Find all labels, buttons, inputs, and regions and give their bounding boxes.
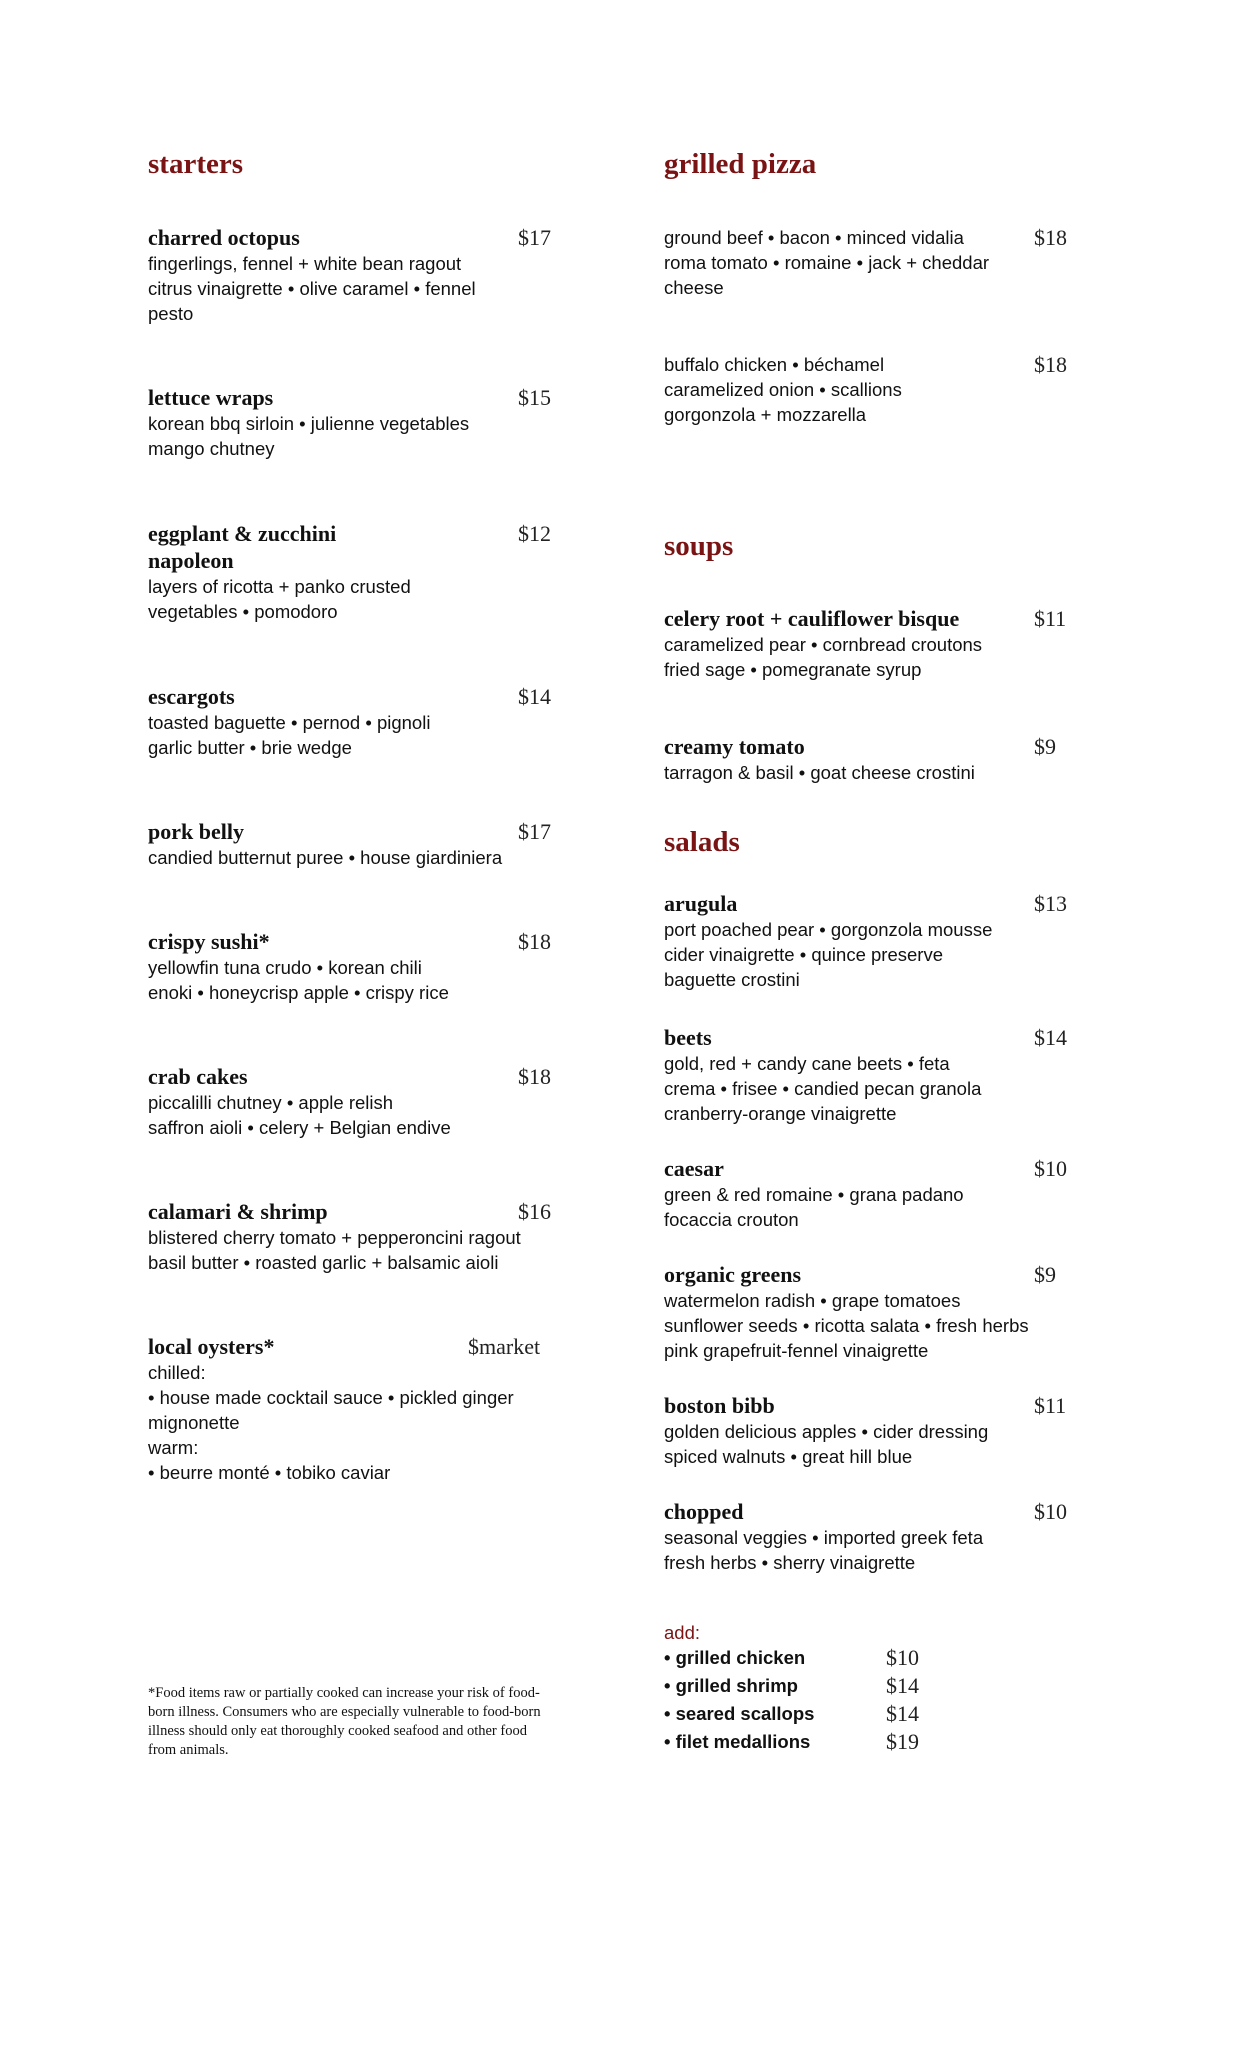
desc-line: blistered cherry tomato + pepperoncini ragout (148, 1227, 521, 1248)
desc-line: • beurre monté • tobiko caviar (148, 1462, 391, 1483)
add-ons-label: add: (664, 1622, 701, 1643)
add-on-price: $19 (886, 1729, 919, 1754)
item-name: pork belly (148, 819, 244, 844)
menu-item-lettuce-wraps (148, 384, 578, 461)
item-description (148, 251, 578, 326)
desc-line: piccalilli chutney • apple relish (148, 1092, 394, 1113)
desc-line: crema • frisee • candied pecan granola (664, 1078, 982, 1099)
item-description (664, 224, 1084, 300)
item-name: boston bibb (664, 1393, 775, 1418)
menu-item-pork-belly (148, 818, 578, 870)
menu-item-local-oysters (148, 1333, 578, 1485)
menu-item-charred-octopus (148, 224, 578, 326)
item-price: $14 (518, 684, 551, 709)
desc-line: basil butter • roasted garlic + balsamic aioli (148, 1252, 499, 1273)
item-price: $18 (518, 1064, 551, 1089)
item-description (664, 1419, 1084, 1469)
menu-item-calamari-shrimp (148, 1198, 578, 1275)
add-on-name: • grilled shrimp (664, 1675, 798, 1696)
starters-heading: starters (148, 148, 244, 180)
desc-line: saffron aioli • celery + Belgian endive (148, 1117, 451, 1138)
desc-line: gorgonzola + mozzarella (664, 404, 867, 425)
item-name: eggplant & zucchini napoleon (148, 521, 337, 573)
menu-item-crab-cakes (148, 1063, 578, 1140)
item-description (664, 1051, 1084, 1126)
item-description (148, 1225, 578, 1275)
item-price: $11 (1034, 606, 1067, 631)
add-on-filet-medallions (664, 1728, 964, 1756)
desc-line: cranberry-orange vinaigrette (664, 1103, 897, 1124)
item-description (664, 760, 1084, 785)
salads-heading: salads (664, 826, 740, 858)
item-description (664, 351, 1084, 427)
item-description (664, 1182, 1084, 1232)
item-price: $18 (518, 929, 551, 954)
desc-line: layers of ricotta + panko crusted (148, 576, 411, 597)
menu-item-arugula (664, 890, 1084, 992)
item-name: escargots (148, 684, 235, 709)
item-price: $15 (518, 385, 551, 410)
add-on-name: • seared scallops (664, 1703, 815, 1724)
menu-item-eggplant-zucchini-napoleon (148, 520, 578, 624)
item-description (148, 1090, 578, 1140)
desc-line: fried sage • pomegranate syrup (664, 659, 922, 680)
item-name: lettuce wraps (148, 385, 274, 410)
item-description (148, 574, 578, 624)
desc-line: caramelized pear • cornbread croutons (664, 634, 983, 655)
item-price: $10 (1034, 1499, 1067, 1524)
menu-item-boston-bibb (664, 1392, 1084, 1469)
item-description (148, 955, 578, 1005)
item-name: chopped (664, 1499, 744, 1524)
item-name: crispy sushi* (148, 929, 270, 954)
desc-line: ground beef • bacon • minced vidalia (664, 227, 964, 248)
desc-line: cheese (664, 277, 724, 298)
menu-item-caesar (664, 1155, 1084, 1232)
item-price: $18 (1034, 225, 1067, 250)
menu-item-escargots (148, 683, 578, 760)
add-on-seared-scallops (664, 1700, 964, 1728)
desc-line: garlic butter • brie wedge (148, 737, 352, 758)
desc-line: tarragon & basil • goat cheese crostini (664, 762, 975, 783)
add-on-name: • filet medallions (664, 1731, 811, 1752)
soups-heading: soups (664, 530, 734, 562)
item-name: local oysters* (148, 1334, 275, 1359)
item-description (148, 710, 578, 760)
desc-line: green & red romaine • grana padano (664, 1184, 964, 1205)
item-price: $16 (518, 1199, 551, 1224)
desc-line: fingerlings, fennel + white bean ragout (148, 253, 462, 274)
desc-line: focaccia crouton (664, 1209, 799, 1230)
desc-line: candied butternut puree • house giardiniera (148, 847, 503, 868)
item-description (664, 1525, 1084, 1575)
desc-line: spiced walnuts • great hill blue (664, 1446, 913, 1467)
item-price: $market (468, 1334, 541, 1359)
add-on-grilled-chicken (664, 1644, 964, 1672)
item-description (664, 917, 1084, 992)
menu-item-organic-greens (664, 1261, 1084, 1363)
desc-line: pesto (148, 303, 194, 324)
item-name: charred octopus (148, 225, 300, 250)
desc-line: watermelon radish • grape tomatoes (664, 1290, 961, 1311)
item-description (148, 1360, 578, 1485)
desc-line: citrus vinaigrette • olive caramel • fennel (148, 278, 476, 299)
desc-line: mignonette (148, 1412, 240, 1433)
item-price: $10 (1034, 1156, 1067, 1181)
item-description (664, 632, 1084, 682)
desc-line: chilled: (148, 1362, 206, 1383)
desc-line: baguette crostini (664, 969, 800, 990)
add-on-price: $14 (886, 1673, 919, 1698)
desc-line: seasonal veggies • imported greek feta (664, 1527, 984, 1548)
add-on-price: $14 (886, 1701, 919, 1726)
menu-item-pizza-buffalo-chicken (664, 351, 1084, 427)
item-name: caesar (664, 1156, 724, 1181)
item-name: crab cakes (148, 1064, 248, 1089)
desc-line: sunflower seeds • ricotta salata • fresh herbs (664, 1315, 1029, 1336)
item-price: $13 (1034, 891, 1067, 916)
desc-line: pink grapefruit-fennel vinaigrette (664, 1340, 929, 1361)
desc-line: buffalo chicken • béchamel (664, 354, 885, 375)
menu-item-creamy-tomato (664, 733, 1084, 785)
item-price: $11 (1034, 1393, 1067, 1418)
grilled-pizza-heading: grilled pizza (664, 148, 817, 180)
desc-line: port poached pear • gorgonzola mousse (664, 919, 993, 940)
item-price: $12 (518, 521, 551, 546)
desc-line: roma tomato • romaine • jack + cheddar (664, 252, 990, 273)
item-description (664, 1288, 1084, 1363)
desc-line: toasted baguette • pernod • pignoli (148, 712, 431, 733)
desc-line: mango chutney (148, 438, 275, 459)
desc-line: golden delicious apples • cider dressing (664, 1421, 989, 1442)
desc-line: cider vinaigrette • quince preserve (664, 944, 943, 965)
menu-item-chopped (664, 1498, 1084, 1575)
desc-line: gold, red + candy cane beets • feta (664, 1053, 950, 1074)
item-price: $18 (1034, 352, 1067, 377)
item-name: celery root + cauliflower bisque (664, 606, 960, 631)
desc-line: fresh herbs • sherry vinaigrette (664, 1552, 916, 1573)
menu-item-celery-root-bisque (664, 605, 1084, 682)
item-price: $9 (1034, 734, 1056, 759)
food-safety-footnote: *Food items raw or partially cooked can increase your risk of food-born illness. Consumers who are especially vulnerable to food-born illness should only eat thoroughly cooked seafood and other food from animals. (148, 1685, 541, 1758)
desc-line: warm: (148, 1437, 199, 1458)
desc-line: korean bbq sirloin • julienne vegetables (148, 413, 470, 434)
add-on-name: • grilled chicken (664, 1647, 806, 1668)
menu-item-pizza-ground-beef (664, 224, 1084, 300)
add-on-grilled-shrimp (664, 1672, 964, 1700)
item-price: $14 (1034, 1025, 1067, 1050)
desc-line: enoki • honeycrisp apple • crispy rice (148, 982, 449, 1003)
item-name: creamy tomato (664, 734, 805, 759)
item-name: beets (664, 1025, 712, 1050)
add-on-price: $10 (886, 1645, 919, 1670)
desc-line: • house made cocktail sauce • pickled ginger (148, 1387, 514, 1408)
item-price: $17 (518, 225, 551, 250)
item-name: arugula (664, 891, 738, 916)
item-name: organic greens (664, 1262, 802, 1287)
desc-line: vegetables • pomodoro (148, 601, 338, 622)
item-price: $9 (1034, 1262, 1056, 1287)
item-description (148, 411, 578, 461)
item-description (148, 845, 578, 870)
item-price: $17 (518, 819, 551, 844)
desc-line: yellowfin tuna crudo • korean chili (148, 957, 422, 978)
menu-item-crispy-sushi (148, 928, 578, 1005)
item-name: calamari & shrimp (148, 1199, 328, 1224)
menu-item-beets (664, 1024, 1084, 1126)
desc-line: caramelized onion • scallions (664, 379, 902, 400)
